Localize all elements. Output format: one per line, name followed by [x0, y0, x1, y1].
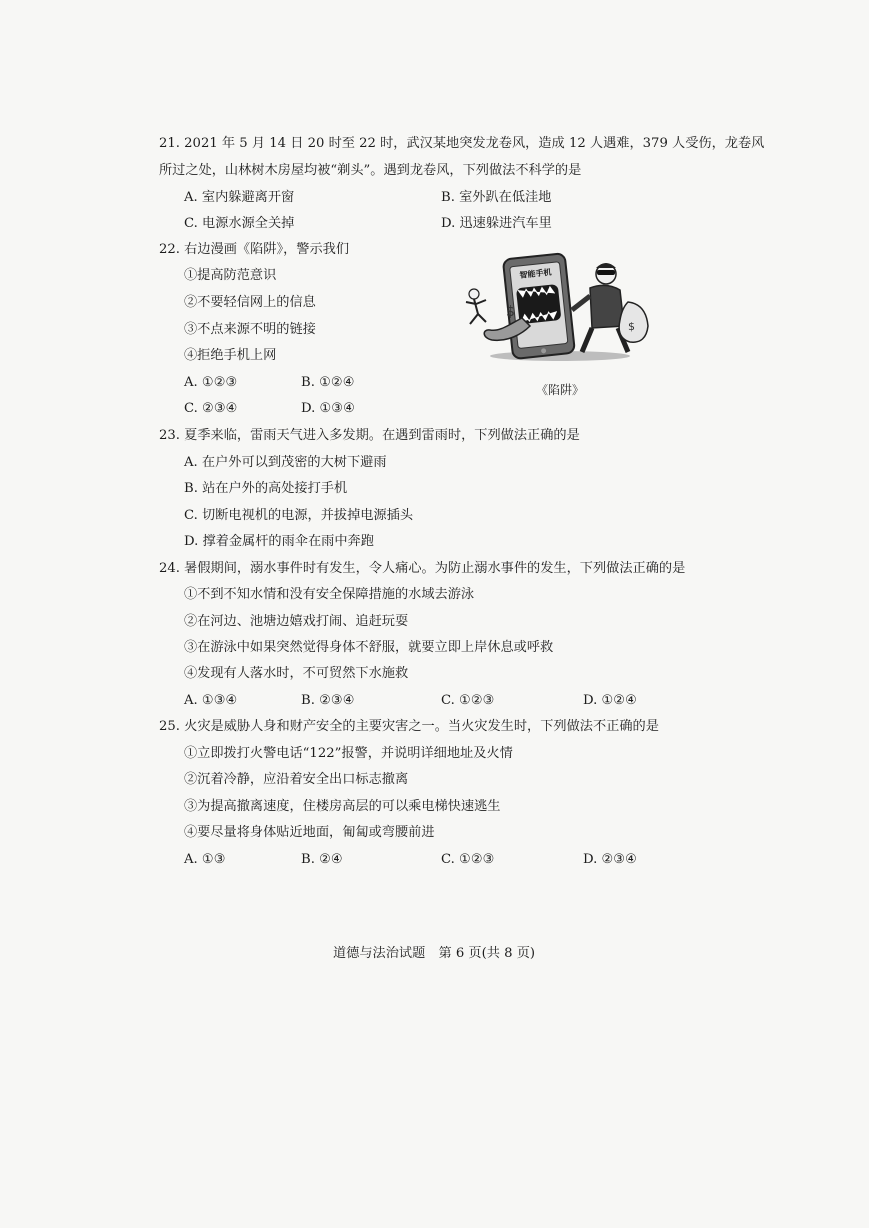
q24-stem: 24. 暑假期间，溺水事件时有发生，令人痛心。为防止溺水事件的发生，下列做法正确的是	[159, 561, 686, 576]
q25-option-c: C. ①②③	[441, 852, 495, 867]
q25-item-2: ②沉着冷静，应沿着安全出口标志撤离	[184, 772, 409, 787]
q25-option-d: D. ②③④	[583, 852, 637, 867]
q22-option-d: D. ①③④	[301, 401, 355, 416]
q24-item-1: ①不到不知水情和没有安全保障措施的水域去游泳	[184, 587, 475, 602]
trap-cartoon-illustration	[460, 252, 660, 364]
phone-screen-label: 智能手机	[519, 267, 552, 280]
page-footer: 道德与法治试题 第 6 页(共 8 页)	[332, 946, 536, 961]
q22-option-a: A. ①②③	[184, 375, 238, 390]
q21-stem-line1: 21. 2021 年 5 月 14 日 20 时至 22 时，武汉某地突发龙卷风，造成 12 人遇难，379 人受伤，龙卷风	[159, 136, 765, 151]
q22-item-3: ③不点来源不明的链接	[184, 322, 316, 337]
q23-option-d: D. 撑着金属杆的雨伞在雨中奔跑	[184, 534, 374, 549]
q24-item-4: ④发现有人落水时，不可贸然下水施救	[184, 666, 409, 681]
q25-item-4: ④要尽量将身体贴近地面，匍匐或弯腰前进	[184, 825, 435, 840]
cartoon-caption: 《陷阱》	[535, 383, 585, 397]
q24-item-3: ③在游泳中如果突然觉得身体不舒服，就要立即上岸休息或呼救	[184, 640, 554, 655]
q24-option-a: A. ①③④	[184, 693, 238, 708]
q23-stem: 23. 夏季来临，雷雨天气进入多发期。在遇到雷雨时，下列做法正确的是	[159, 428, 580, 443]
q25-item-1: ①立即拨打火警电话“122”报警，并说明详细地址及火情	[184, 746, 513, 761]
q23-option-a: A. 在户外可以到茂密的大树下避雨	[184, 455, 387, 470]
q25-item-3: ③为提高撤离速度，住楼房高层的可以乘电梯快速逃生	[184, 799, 501, 814]
q22-item-4: ④拒绝手机上网	[184, 348, 277, 363]
q24-item-2: ②在河边、池塘边嬉戏打闹、追赶玩耍	[184, 614, 409, 629]
q24-option-b: B. ②③④	[301, 693, 355, 708]
q21-option-a: A. 室内躲避离开窗	[184, 190, 295, 205]
q21-option-b: B. 室外趴在低洼地	[441, 190, 552, 205]
q24-option-c: C. ①②③	[441, 693, 495, 708]
q25-option-a: A. ①③	[184, 852, 226, 867]
q22-option-c: C. ②③④	[184, 401, 238, 416]
q24-option-d: D. ①②④	[583, 693, 637, 708]
q21-option-c: C. 电源水源全关掉	[184, 216, 295, 231]
q21-stem-line2: 所过之处，山林树木房屋均被“剃头”。遇到龙卷风，下列做法不科学的是	[159, 163, 582, 178]
q25-option-b: B. ②④	[301, 852, 343, 867]
q22-item-1: ①提高防范意识	[184, 268, 277, 283]
q23-option-b: B. 站在户外的高处接打手机	[184, 481, 348, 496]
q25-stem: 25. 火灾是威胁人身和财产安全的主要灾害之一。当火灾发生时，下列做法不正确的是	[159, 719, 659, 734]
svg-text:$: $	[628, 320, 635, 333]
q21-option-d: D. 迅速躲进汽车里	[441, 216, 552, 231]
q22-item-2: ②不要轻信网上的信息	[184, 295, 316, 310]
q23-option-c: C. 切断电视机的电源，并拔掉电源插头	[184, 508, 414, 523]
svg-text:$: $	[506, 304, 515, 320]
q22-stem: 22. 右边漫画《陷阱》，警示我们	[159, 242, 350, 257]
q22-option-b: B. ①②④	[301, 375, 355, 390]
